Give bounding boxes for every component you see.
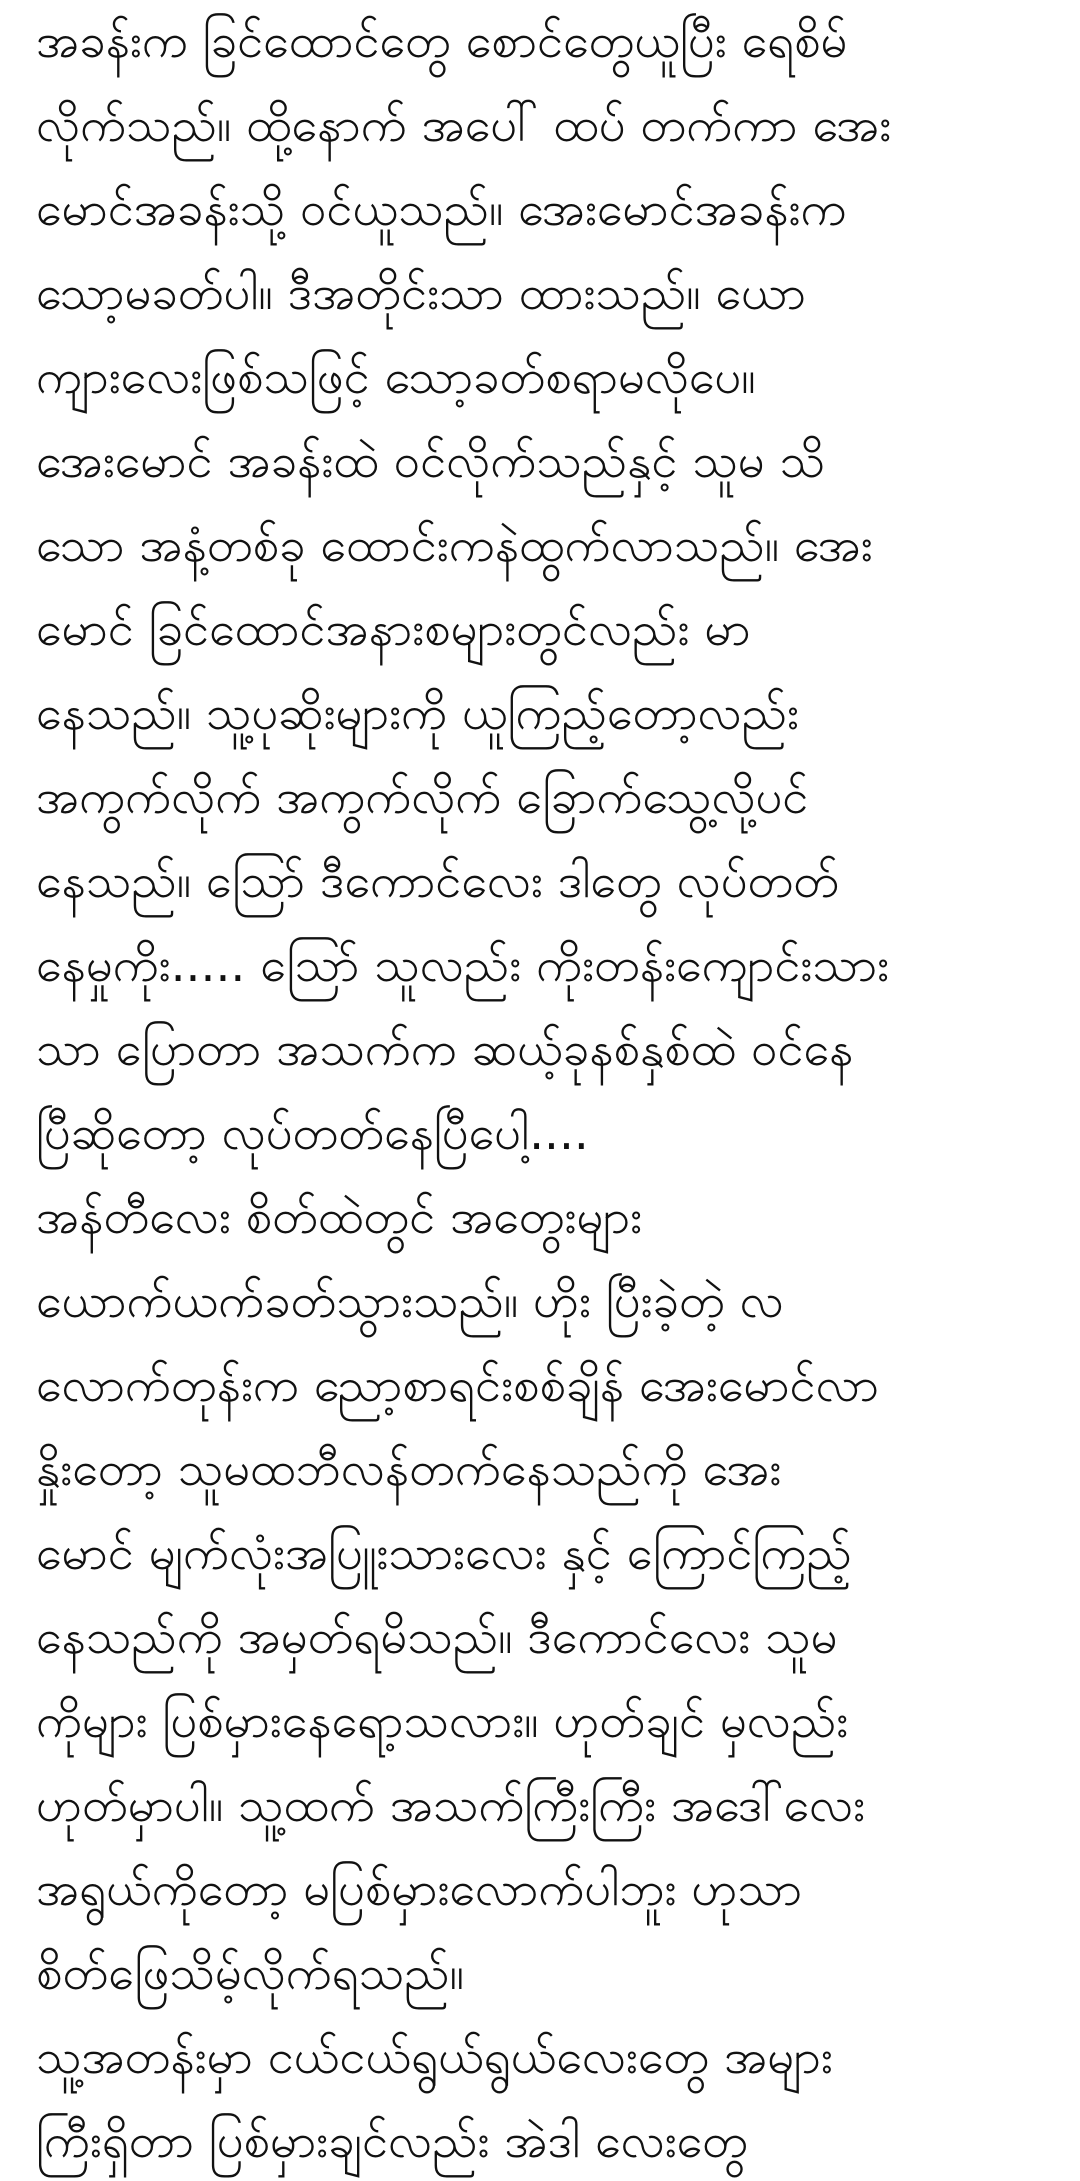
text-line: မောင် မျက်လုံးအပြူးသားလေး နှင့် ကြောင်ကြည့်	[36, 1526, 852, 1581]
text-line: မောင် ခြင်ထောင်အနားစများတွင်လည်း မာ	[36, 602, 751, 657]
text-line: စိတ်ဖြေသိမ့်လိုက်ရသည်။	[36, 1946, 464, 2001]
text-line: နှိုးတော့ သူမထဘီလန်တက်နေသည်ကို အေး	[36, 1442, 782, 1497]
text-line: နေသည်ကို အမှတ်ရမိသည်။ ဒီကောင်လေး သူမ	[36, 1610, 838, 1665]
text-line: ဟုတ်မှာပါ။ သူ့ထက် အသက်ကြီးကြီး အဒေါ်လေး	[36, 1778, 866, 1833]
text-line: အန်တီလေး စိတ်ထဲတွင် အတွေးများ	[36, 1190, 642, 1245]
text-line: အကွက်လိုက် အကွက်လိုက် ခြောက်သွေ့လို့ပင်	[36, 770, 809, 825]
text-line: မောင်အခန်းသို့ ဝင်ယူသည်။ အေးမောင်အခန်းက	[36, 182, 847, 237]
text-line: ပြီဆိုတော့ လုပ်တတ်နေပြီပေါ့....	[36, 1106, 589, 1161]
text-line: လိုက်သည်။ ထို့နောက် အပေါ် ထပ် တက်ကာ အေး	[36, 98, 892, 153]
text-line: ကျားလေးဖြစ်သဖြင့် သော့ခတ်စရာမလိုပေ။	[36, 350, 756, 405]
text-line: နေသည်။ ဩော် ဒီကောင်လေး ဒါတွေ လုပ်တတ်	[36, 854, 840, 909]
text-line: ယောက်ယက်ခတ်သွားသည်။ ဟိုး ပြီးခဲ့တဲ့ လ	[36, 1274, 784, 1329]
text-line: သူ့အတန်းမှာ ငယ်ငယ်ရွယ်ရွယ်လေးတွေ အများ	[36, 2030, 833, 2085]
text-line: ကိုများ ပြစ်မှားနေရော့သလား။ ဟုတ်ချင် မှလည်း	[36, 1694, 849, 1749]
text-line: လောက်တုန်းက ညော့စာရင်းစစ်ချိန် အေးမောင်လာ	[36, 1358, 879, 1413]
text-line: အရွယ်ကိုတော့ မပြစ်မှားလောက်ပါဘူး ဟုသာ	[36, 1862, 803, 1917]
text-line: သော အနံ့တစ်ခု ထောင်းကနဲထွက်လာသည်။ အေး	[36, 518, 873, 573]
text-line: အခန်းက ခြင်ထောင်တွေ စောင်တွေယူပြီး ရေစိမ်	[36, 14, 848, 69]
text-line: ကြီးရှိတာ ပြစ်မှားချင်လည်း အဲဒါ လေးတွေ	[36, 2114, 748, 2169]
text-line: သာ ပြောတာ အသက်က ဆယ့်ခုနစ်နှစ်ထဲ ဝင်နေ	[36, 1022, 854, 1077]
text-line: နေမှုကိုး..... ဩော် သူလည်း ကိုးတန်းကျောင်းသား	[36, 938, 890, 993]
text-line: အေးမောင် အခန်းထဲ ဝင်လိုက်သည်နှင့် သူမ သိ	[36, 434, 826, 489]
text-line: နေသည်။ သူ့ပုဆိုးများကို ယူကြည့်တော့လည်း	[36, 686, 799, 741]
text-line: သော့မခတ်ပါ။ ဒီအတိုင်းသာ ထားသည်။ ယော	[36, 266, 806, 321]
